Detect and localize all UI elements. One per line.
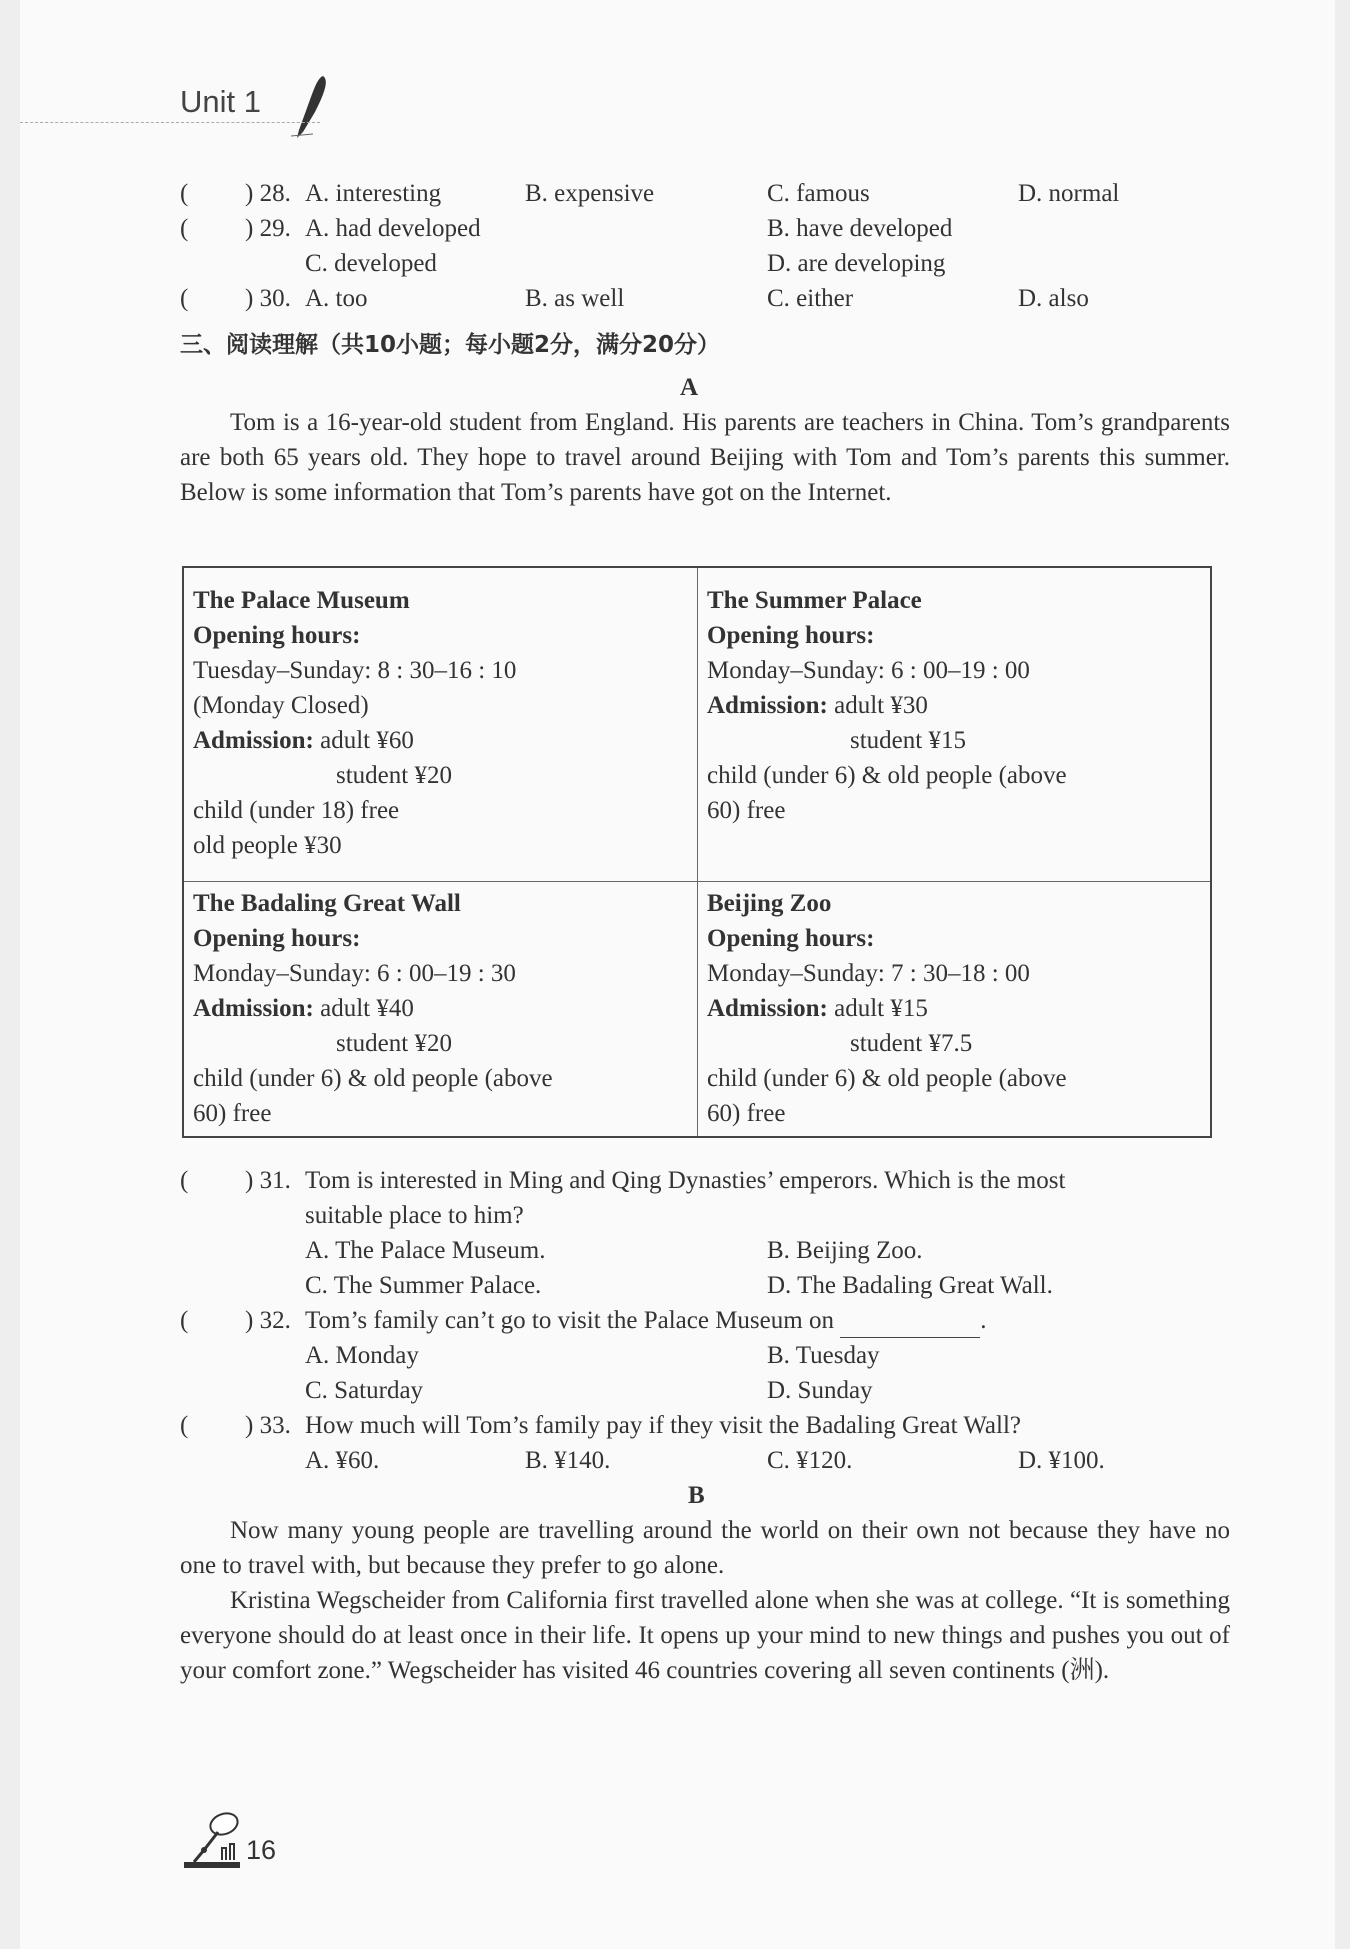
- option-b: B. ¥140.: [525, 1447, 611, 1474]
- option-b: B. expensive: [525, 180, 655, 207]
- student-price: student ¥7.5: [850, 1030, 973, 1057]
- option-a: A. Monday: [305, 1342, 419, 1369]
- option-a: A. had developed: [305, 215, 481, 242]
- part-b-label: B: [688, 1482, 705, 1509]
- option-d: D. ¥100.: [1018, 1447, 1105, 1474]
- adult-price: adult ¥40: [320, 995, 414, 1022]
- cell-summer-palace: [707, 583, 1067, 828]
- answer-paren: (: [180, 1167, 189, 1194]
- option-a: A. The Palace Museum.: [305, 1237, 546, 1264]
- workbook-page: [20, 0, 1335, 1949]
- adult-price: adult ¥60: [320, 727, 414, 754]
- answer-paren: (: [180, 180, 189, 207]
- cell-beijing-zoo: [707, 886, 1067, 1131]
- question-number: ) 31.: [245, 1167, 291, 1194]
- child-price: child (under 18) free: [193, 797, 400, 824]
- admission-label: Admission:: [707, 692, 828, 719]
- place-name: The Summer Palace: [707, 587, 922, 614]
- option-b: B. have developed: [767, 215, 953, 242]
- opening-hours: Tuesday–Sunday: 8 : 30–16 : 10: [193, 657, 517, 684]
- opening-hours: Monday–Sunday: 6 : 00–19 : 00: [707, 657, 1030, 684]
- pen-icon: [285, 72, 331, 140]
- student-price: student ¥15: [850, 727, 966, 754]
- admission-label: Admission:: [707, 995, 828, 1022]
- hours-label: Opening hours:: [193, 622, 361, 649]
- option-c: C. The Summer Palace.: [305, 1272, 542, 1299]
- option-d: D. The Badaling Great Wall.: [767, 1272, 1053, 1299]
- closed-note: (Monday Closed): [193, 692, 369, 719]
- option-a: A. too: [305, 285, 368, 312]
- table-divider-horizontal: [184, 881, 1210, 882]
- child-old-free: 60) free: [193, 1100, 272, 1127]
- cell-badaling-great-wall: [193, 886, 553, 1131]
- adult-price: adult ¥15: [834, 995, 928, 1022]
- option-d: D. normal: [1018, 180, 1120, 207]
- option-d: D. are developing: [767, 250, 946, 277]
- option-c: C. either: [767, 285, 854, 312]
- opening-hours: Monday–Sunday: 7 : 30–18 : 00: [707, 960, 1030, 987]
- part-a-label: A: [680, 374, 699, 401]
- question-stem-cont: suitable place to him?: [305, 1202, 524, 1229]
- table-divider-vertical: [697, 568, 698, 1136]
- desk-lamp-icon: [182, 1808, 252, 1870]
- unit-title: Unit 1: [180, 84, 261, 119]
- old-people-price: old people ¥30: [193, 832, 342, 859]
- option-b: B. as well: [525, 285, 625, 312]
- attractions-table: [182, 566, 1212, 1138]
- part-a-intro: Tom is a 16-year-old student from England. His parents are teachers in China. Tom’s grandparents are both 65 years old. They hope to travel around Beijing with Tom and Tom’s parents this summer. Below is some information that Tom’s parents have got on the Internet.: [180, 409, 1230, 506]
- page-number: 16: [246, 1835, 277, 1865]
- hours-label: Opening hours:: [707, 925, 875, 952]
- answer-paren: (: [180, 215, 189, 242]
- option-d: D. also: [1018, 285, 1089, 312]
- part-b-paragraph-2: Kristina Wegscheider from California first travelled alone when she was at college. “It is something everyone should do at least once in their life. It opens up your mind to new things and pushes you out of your comfort zone.” Wegscheider has visited 46 countries covering all seven continents (洲).: [180, 1587, 1230, 1684]
- question-stem: Tom is interested in Ming and Qing Dynasties’ emperors. Which is the most: [305, 1167, 1066, 1194]
- option-a: A. ¥60.: [305, 1447, 380, 1474]
- child-old-note: child (under 6) & old people (above: [707, 1065, 1067, 1092]
- question-number: ) 32.: [245, 1307, 291, 1334]
- admission-label: Admission:: [193, 995, 314, 1022]
- child-old-note: child (under 6) & old people (above: [193, 1065, 553, 1092]
- question-stem: How much will Tom’s family pay if they visit the Badaling Great Wall?: [305, 1412, 1022, 1439]
- child-old-free: 60) free: [707, 797, 786, 824]
- question-number: ) 29.: [245, 215, 291, 242]
- option-c: C. famous: [767, 180, 870, 207]
- option-b: B. Beijing Zoo.: [767, 1237, 923, 1264]
- hours-label: Opening hours:: [707, 622, 875, 649]
- opening-hours: Monday–Sunday: 6 : 00–19 : 30: [193, 960, 516, 987]
- header-rule: [20, 122, 320, 123]
- adult-price: adult ¥30: [834, 692, 928, 719]
- answer-paren: (: [180, 1307, 189, 1334]
- admission-label: Admission:: [193, 727, 314, 754]
- option-c: C. Saturday: [305, 1377, 424, 1404]
- option-c: C. developed: [305, 250, 437, 277]
- question-stem: Tom’s family can’t go to visit the Palace Museum on .: [305, 1303, 986, 1338]
- question-number: ) 33.: [245, 1412, 291, 1439]
- place-name: The Palace Museum: [193, 587, 410, 614]
- section-title: 三、阅读理解（共10小题；每小题2分，满分20分）: [180, 332, 721, 358]
- answer-paren: (: [180, 285, 189, 312]
- hours-label: Opening hours:: [193, 925, 361, 952]
- place-name: Beijing Zoo: [707, 890, 832, 917]
- student-price: student ¥20: [336, 1030, 452, 1057]
- answer-paren: (: [180, 1412, 189, 1439]
- question-number: ) 28.: [245, 180, 291, 207]
- part-b-paragraph-1: Now many young people are travelling around the world on their own not because they have no one to travel with, but because they prefer to go alone.: [180, 1517, 1230, 1579]
- option-b: B. Tuesday: [767, 1342, 880, 1369]
- option-a: A. interesting: [305, 180, 442, 207]
- answer-blank[interactable]: [840, 1312, 980, 1338]
- cell-palace-museum: [193, 583, 516, 863]
- student-price: student ¥20: [336, 762, 452, 789]
- question-number: ) 30.: [245, 285, 291, 312]
- place-name: The Badaling Great Wall: [193, 890, 461, 917]
- child-old-note: child (under 6) & old people (above: [707, 762, 1067, 789]
- child-old-free: 60) free: [707, 1100, 786, 1127]
- option-d: D. Sunday: [767, 1377, 873, 1404]
- option-c: C. ¥120.: [767, 1447, 853, 1474]
